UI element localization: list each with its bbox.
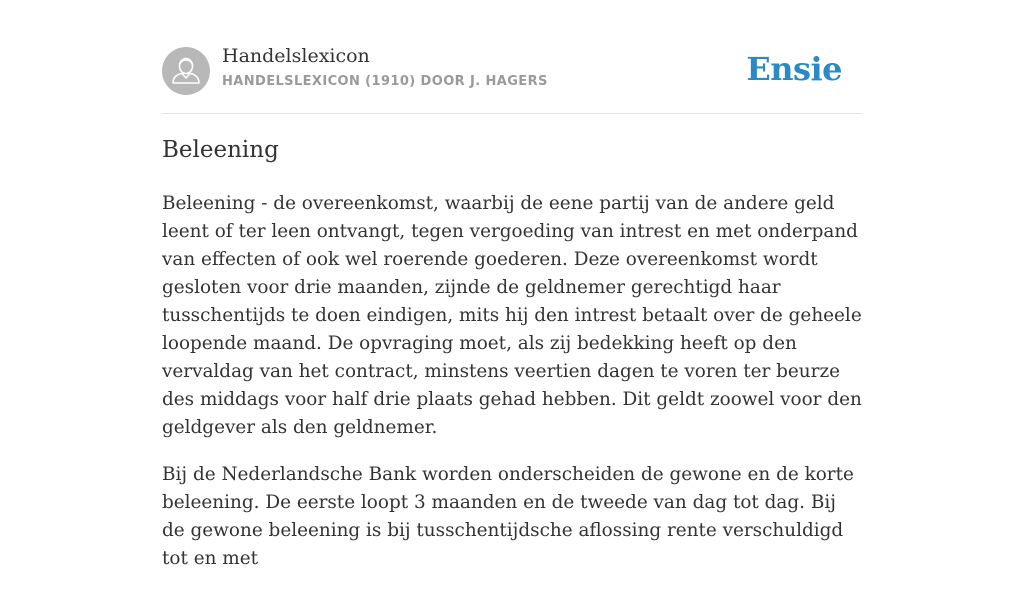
source-header [162, 0, 862, 114]
entry-title: Beleening [162, 137, 279, 163]
user-silhouette-icon [162, 47, 210, 95]
source-subtitle: HANDELSLEXICON (1910) DOOR J. HAGERS [222, 74, 548, 89]
entry-paragraph: Beleening - de overeenkomst, waarbij de eene partij van de andere geld leent of ter leen ontvangt, tegen vergoeding van intrest en met onderpand van effecten of ook wel roerende goederen. Deze overeenkomst wordt gesloten voor drie maanden, zijnde de geldnemer gerechtigd haar tusschentijds te doen eindigen, mits hij den intrest betaalt over de geheele loopende maand. De opvraging moet, als zij bedekking heeft op den vervaldag van het contract, minstens veertien dagen te voren ter beurze des middags voor half drie plaats gehad hebben. Dit geldt zoowel voor den geldgever als den geldnemer. [162, 193, 862, 438]
avatar[interactable] [162, 47, 210, 95]
source-title[interactable]: Handelslexicon [222, 45, 370, 67]
brand-logo[interactable]: Ensie [746, 50, 842, 88]
entry-body [162, 190, 862, 592]
entry-paragraph: Bij de Nederlandsche Bank worden onderscheiden de gewone en de korte beleening. De eerste loopt 3 maanden en de tweede van dag tot dag. Bij de gewone beleening is bij tusschentijdsche aflossing rente verschuldigd tot en met [162, 464, 854, 569]
content-container [162, 0, 862, 569]
